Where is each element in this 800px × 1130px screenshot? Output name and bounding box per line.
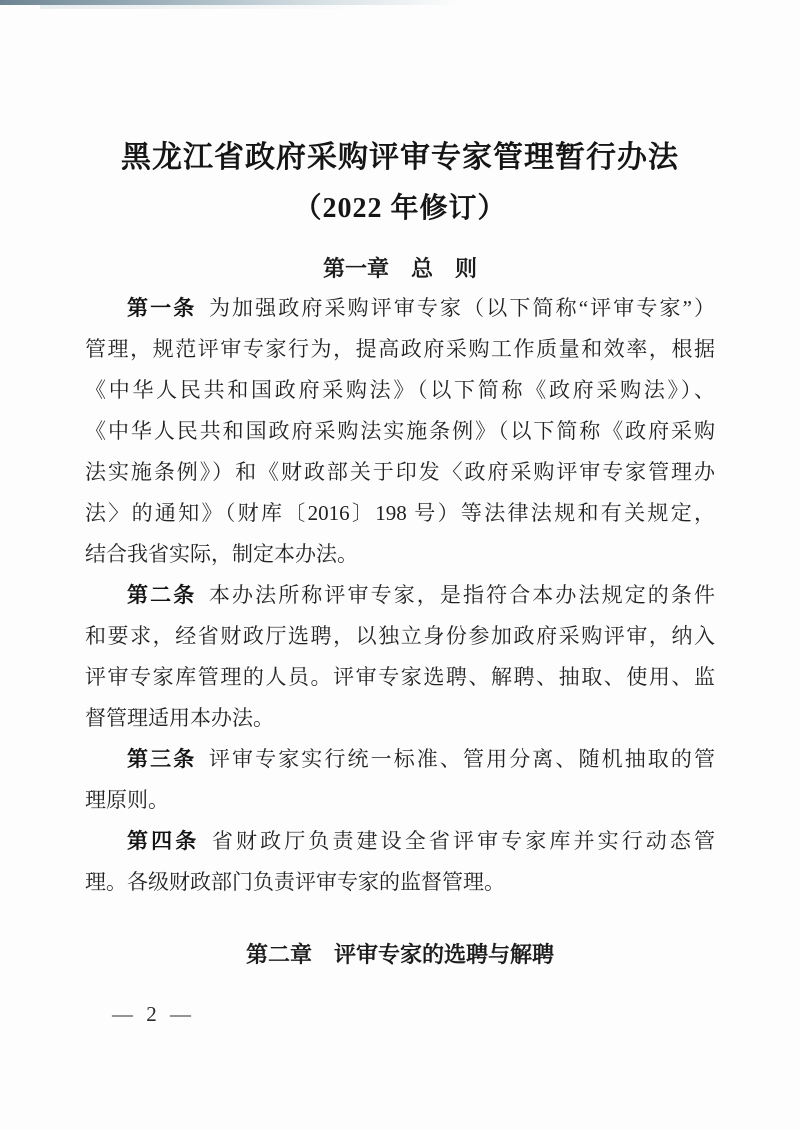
body-line-text: 法实施条例》）和《财政部关于印发〈政府采购评审专家管理办 <box>85 460 715 484</box>
body-line-text: 省财政厅负责建设全省评审专家库并实行动态管 <box>211 829 716 853</box>
body-line <box>85 616 715 657</box>
body-line <box>85 739 715 780</box>
article-1-label: 第一条 <box>127 296 197 320</box>
doc-subtitle: （2022 年修订） <box>293 193 507 224</box>
article-4-label: 第四条 <box>127 829 200 853</box>
body-line <box>85 370 715 411</box>
body-line <box>85 329 715 370</box>
body-line <box>85 862 715 903</box>
article-2-label: 第二条 <box>127 583 197 607</box>
body-line-text: 管理，规范评审专家行为，提高政府采购工作质量和效率，根据 <box>85 337 715 361</box>
body-line <box>85 821 715 862</box>
body-line-text: 结合我省实际，制定本办法。 <box>85 542 358 566</box>
body-line <box>85 575 715 616</box>
body-line <box>85 411 715 452</box>
article-3-label: 第三条 <box>127 747 197 771</box>
body-line-text: 法〉的通知》（财库〔2016〕198 号）等法律法规和有关规定， <box>85 501 715 525</box>
body-line-text: 《中华人民共和国政府采购法》（以下简称《政府采购法》）、 <box>85 378 715 402</box>
body-line <box>85 493 715 534</box>
body-line <box>85 288 715 329</box>
body-line-text: 评审专家实行统一标准、管用分离、随机抽取的管 <box>208 747 716 771</box>
body-line <box>85 534 715 575</box>
body-line <box>85 657 715 698</box>
scan-artifact-fade <box>40 5 370 9</box>
body-line-text: 《中华人民共和国政府采购法实施条例》（以下简称《政府采购 <box>85 419 715 443</box>
body-line-text: 本办法所称评审专家，是指符合本办法规定的条件 <box>208 583 716 607</box>
body-line <box>85 452 715 493</box>
chapter-2-heading: 第二章 评审专家的选聘与解聘 <box>245 942 554 967</box>
body-line-text: 理原则。 <box>85 788 169 812</box>
body-line-text: 督管理适用本办法。 <box>85 706 274 730</box>
body-text-block <box>85 288 715 903</box>
body-line-text: 评审专家库管理的人员。评审专家选聘、解聘、抽取、使用、监 <box>85 665 715 689</box>
body-line <box>85 780 715 821</box>
chapter-1-heading: 第一章 总 则 <box>322 256 477 281</box>
body-line-text: 理。各级财政部门负责评审专家的监督管理。 <box>85 870 505 894</box>
page-number: — 2 — <box>112 1002 195 1026</box>
body-line <box>85 698 715 739</box>
body-line-text: 为加强政府采购评审专家（以下简称“评审专家”） <box>208 296 716 320</box>
body-line-text: 和要求，经省财政厅选聘，以独立身份参加政府采购评审，纳入 <box>85 624 715 648</box>
doc-title: 黑龙江省政府采购评审专家管理暂行办法 <box>121 141 679 174</box>
